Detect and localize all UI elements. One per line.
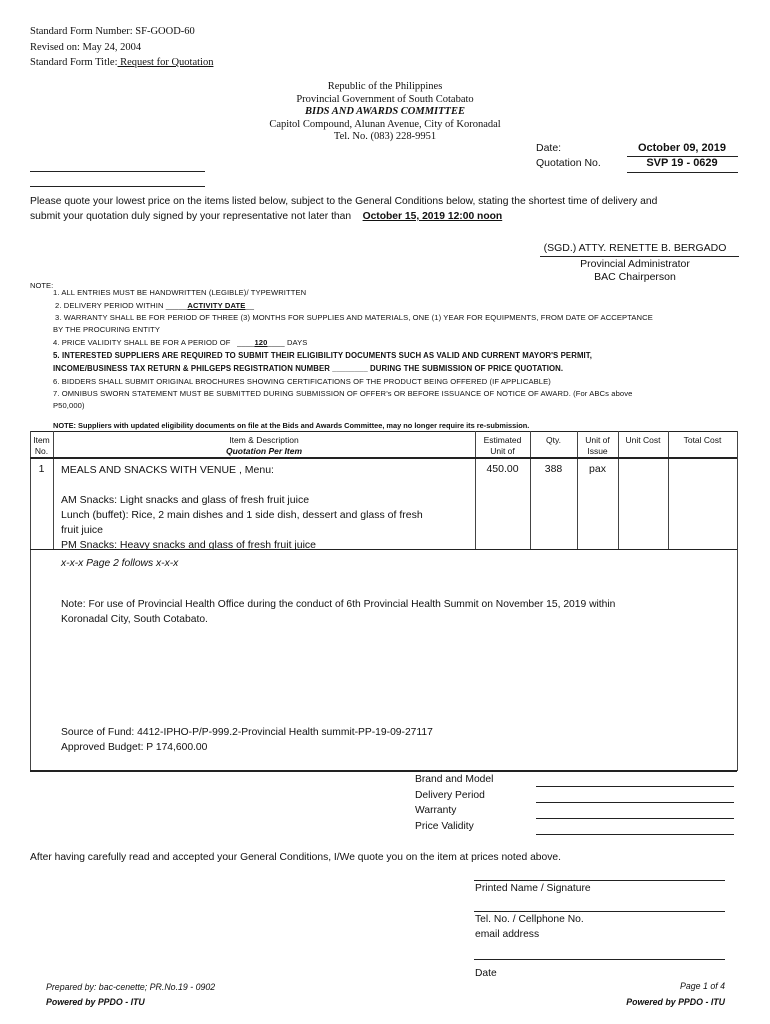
prepared-by: Prepared by: bac-cenette; PR.No.19 - 0902 <box>46 982 216 992</box>
note-4-suffix: DAYS <box>286 338 308 347</box>
row-bottom-border <box>30 549 737 550</box>
printed-name-label: Printed Name / Signature <box>475 883 591 894</box>
signatory-line <box>540 256 739 257</box>
row-unit: pax <box>589 463 606 475</box>
header-unit <box>577 435 618 457</box>
header-description-1: Item & Description <box>229 435 299 445</box>
row-qty: 388 <box>544 463 563 475</box>
header-estimated-2: Unit of <box>490 446 515 456</box>
col-divider-6 <box>668 431 669 549</box>
table-right-border <box>737 431 738 771</box>
tel-label: Tel. No. / Cellphone No. <box>475 914 584 925</box>
header-line-3: BIDS AND AWARDS COMMITTEE <box>305 106 465 117</box>
intro-line-2 <box>30 211 502 222</box>
note-2: 2. DELIVERY PERIOD WITHIN _____ACTIVITY DATE__ <box>55 301 255 310</box>
note-4-value: 120 <box>254 338 268 347</box>
form-title-label: Standard Form Title: <box>30 57 118 68</box>
quotation-underline <box>627 172 738 173</box>
col-divider-5 <box>618 431 619 549</box>
delivery-input-line[interactable] <box>536 802 734 803</box>
acceptance-statement: After having carefully read and accepted your General Conditions, I/We quote you on the item at prices noted above. <box>30 852 561 863</box>
row-desc-lunch-1: Lunch (buffet): Rice, 2 main dishes and 1 side dish, dessert and glass of fresh <box>61 509 423 521</box>
remarks-note-2: Koronadal City, South Cotabato. <box>61 614 208 625</box>
remarks-note-1: Note: For use of Provincial Health Office during the conduct of 6th Provincial Health Summit on November 15, 2019 within <box>61 599 616 610</box>
header-line-2: Provincial Government of South Cotabato <box>296 93 474 105</box>
header-qty: Qty. <box>546 435 561 445</box>
signatory-position: Provincial Administrator <box>580 258 690 270</box>
row-desc-lunch-2: fruit juice <box>61 524 104 536</box>
row-description <box>61 463 423 553</box>
supplier-name-line[interactable] <box>30 171 205 172</box>
email-label: email address <box>475 929 540 940</box>
col-divider-3 <box>530 431 531 549</box>
header-description <box>53 435 475 457</box>
header-line-5: Tel. No. (083) 228-9951 <box>333 131 437 142</box>
note-3a: 3. WARRANTY SHALL BE FOR PERIOD OF THREE (3) MONTHS FOR SUPPLIES AND MATERIALS, ONE (1) YEAR FOR EQUIPMENTS, FROM DATE OF ACCEPTANCE <box>55 313 653 322</box>
date-value: October 09, 2019 <box>637 142 727 154</box>
validity-input-line[interactable] <box>536 834 734 835</box>
agency-header <box>200 81 570 144</box>
header-estimated <box>475 435 530 457</box>
header-line-4: Capitol Compound, Alunan Avenue, City of Koronadal <box>269 118 501 130</box>
revised-date: Revised on: May 24, 2004 <box>30 42 142 53</box>
table-left-border <box>30 431 31 771</box>
signatory-role: BAC Chairperson <box>594 271 676 283</box>
warranty-label: Warranty <box>415 805 457 816</box>
header-estimated-1: Estimated <box>483 435 522 445</box>
approved-budget: Approved Budget: P 174,600.00 <box>61 742 208 753</box>
header-total-cost: Total Cost <box>683 435 722 445</box>
header-unit-cost: Unit Cost <box>625 435 661 445</box>
form-number: Standard Form Number: SF-GOOD-60 <box>30 26 195 37</box>
validity-label: Price Validity <box>415 821 474 832</box>
note-1: 1. ALL ENTRIES MUST BE HANDWRITTEN (LEGIBLE)/ TYPEWRITTEN <box>53 288 307 297</box>
row-desc-am: AM Snacks: Light snacks and glass of fresh fruit juice <box>61 494 310 506</box>
row-estimated: 450.00 <box>486 463 519 475</box>
page-follows: x-x-x Page 2 follows x-x-x <box>61 558 179 569</box>
header-item-no-2: No. <box>34 446 49 456</box>
header-unit-1: Unit of <box>585 435 610 445</box>
header-line-1: Republic of the Philippines <box>327 81 443 92</box>
intro-line-1: Please quote your lowest price on the items listed below, subject to the General Conditions below, stating the shortest time of delivery and <box>30 196 658 207</box>
deadline: October 15, 2019 12:00 noon <box>362 211 503 222</box>
signature-date-label: Date <box>475 968 497 979</box>
table-header-divider <box>30 457 737 459</box>
row-desc-pm: PM Snacks: Heavy snacks and glass of fresh fruit juice <box>61 539 317 551</box>
note-3b: BY THE PROCURING ENTITY <box>53 325 161 334</box>
signature-line[interactable] <box>474 880 725 881</box>
header-item-no <box>30 435 53 457</box>
brand-input-line[interactable] <box>536 786 734 787</box>
note-2-prefix: 2. DELIVERY PERIOD WITHIN <box>55 301 164 310</box>
note-label: NOTE: <box>30 281 54 290</box>
note-5b: INCOME/BUSINESS TAX RETURN & PHILGEPS REGISTRATION NUMBER ________ DURING THE SUBMISSION OF PRICE QUOTATION. <box>53 364 564 373</box>
note-7a: 7. OMNIBUS SWORN STATEMENT MUST BE SUBMITTED DURING SUBMISSION OF OFFER’s OR BEFORE ISSUANCE OF NOTICE OF AWARD. (For ABCs above <box>53 389 633 398</box>
powered-by-left: Powered by PPDO - ITU <box>46 997 145 1007</box>
quotation-value: SVP 19 - 0629 <box>646 157 718 169</box>
delivery-label: Delivery Period <box>415 790 485 801</box>
row-item-no: 1 <box>38 463 45 475</box>
header-unit-2: Issue <box>587 446 608 456</box>
note-4-prefix: 4. PRICE VALIDITY SHALL BE FOR A PERIOD OF <box>53 338 231 347</box>
eligibility-note: NOTE: Suppliers with updated eligibility documents on file at the Bids and Awards Committee, may no longer require its re-submission. <box>53 421 530 430</box>
note-7b: P50,000) <box>53 401 85 410</box>
tel-line[interactable] <box>474 911 725 912</box>
note-2-value: ACTIVITY DATE <box>187 301 246 310</box>
page-number: Page 1 of 4 <box>680 981 725 991</box>
table-top-border <box>30 431 737 432</box>
note-4: 4. PRICE VALIDITY SHALL BE FOR A PERIOD OF ____120____ DAYS <box>53 338 308 347</box>
supplier-address-line[interactable] <box>30 186 205 187</box>
intro-line-2-prefix: submit your quotation duly signed by your representative not later than <box>30 211 352 222</box>
form-title-value: Request for Quotation <box>117 57 214 68</box>
brand-label: Brand and Model <box>415 774 494 785</box>
date-label: Date: <box>536 142 562 154</box>
date-signature-line[interactable] <box>474 959 725 960</box>
header-description-2: Quotation Per Item <box>225 446 303 456</box>
header-item-no-1: Item <box>33 435 50 445</box>
powered-by-right: Powered by PPDO - ITU <box>626 997 725 1007</box>
table-bottom-border <box>30 770 737 772</box>
source-of-fund: Source of Fund: 4412-IPHO-P/P-999.2-Provincial Health summit-PP-19-09-27117 <box>61 727 433 738</box>
note-5a: 5. INTERESTED SUPPLIERS ARE REQUIRED TO SUBMIT THEIR ELIGIBILITY DOCUMENTS SUCH AS VALID AND CURRENT MAYOR'S PERMIT, <box>53 351 593 360</box>
quotation-label: Quotation No. <box>536 157 601 169</box>
form-title <box>30 57 213 68</box>
row-desc-title: MEALS AND SNACKS WITH VENUE , Menu: <box>61 464 274 476</box>
warranty-input-line[interactable] <box>536 818 734 819</box>
note-6: 6. BIDDERS SHALL SUBMIT ORIGINAL BROCHURES SHOWING CERTIFICATIONS OF THE PRODUCT BEING OFFERED (IF APPLICABLE) <box>53 377 551 386</box>
signatory-name: (SGD.) ATTY. RENETTE B. BERGADO <box>543 242 727 254</box>
